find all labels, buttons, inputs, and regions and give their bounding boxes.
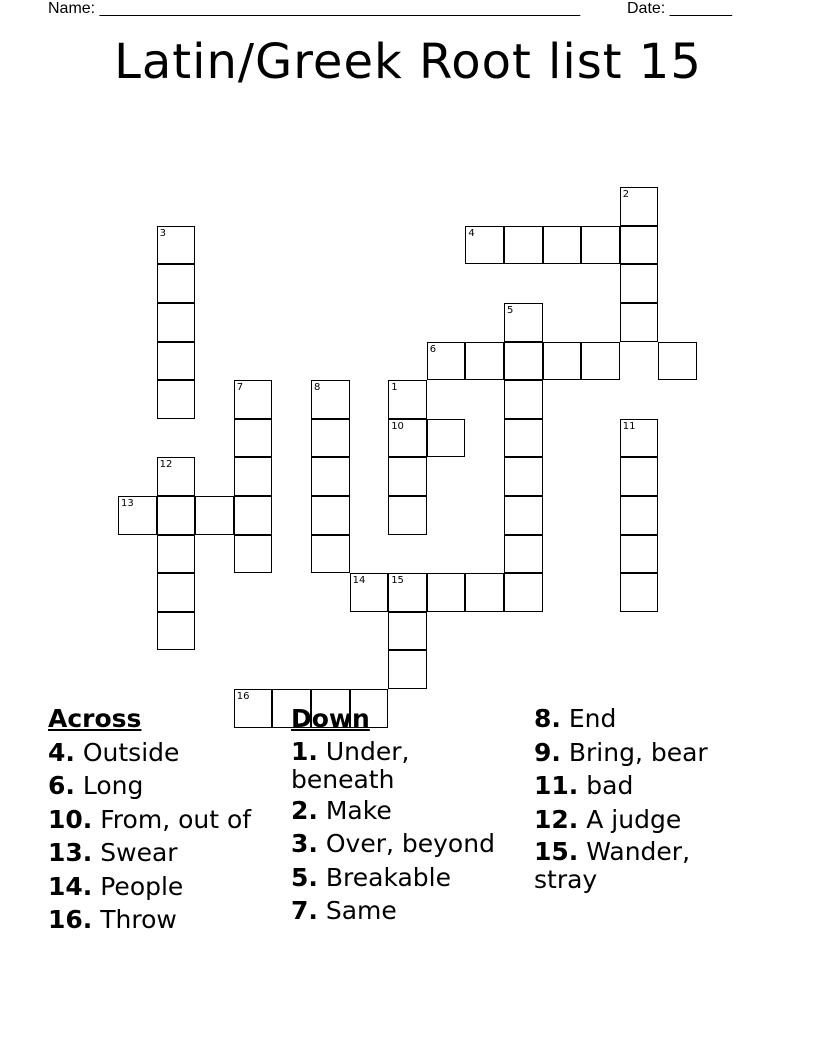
clue-down-15 (534, 838, 774, 894)
grid-cell[interactable] (504, 535, 543, 574)
clue-number: 15. (534, 837, 579, 866)
clue-down-1 (291, 738, 521, 794)
clue-text: People (100, 871, 184, 901)
clue-number: 8. (534, 704, 561, 733)
grid-cell[interactable] (620, 457, 659, 496)
clue-text: Make (325, 795, 392, 825)
clue-text: Breakable (325, 862, 451, 892)
grid-cell[interactable] (234, 496, 273, 535)
clue-text: Under, (325, 736, 410, 766)
clue-number: 5. (291, 862, 318, 892)
grid-cell[interactable] (234, 380, 273, 419)
clue-number: 13. (48, 838, 93, 867)
cell-number: 16 (236, 691, 250, 702)
clue-down-9 (534, 736, 774, 770)
clue-text: End (568, 704, 617, 733)
clue-text: Long (82, 771, 144, 800)
grid-cell[interactable] (620, 264, 659, 303)
grid-cell[interactable] (465, 573, 504, 612)
grid-cell[interactable] (311, 535, 350, 574)
cell-number: 2 (622, 189, 630, 201)
cell-number: 13 (121, 498, 134, 509)
clue-across-4 (48, 736, 251, 770)
across-clues (48, 702, 251, 937)
clue-number: 11. (534, 771, 579, 800)
clue-number: 14. (48, 871, 93, 901)
cell-number: 1 (391, 382, 398, 394)
clue-number: 10. (48, 804, 93, 834)
down-clues (291, 702, 521, 928)
clue-down-2 (291, 794, 521, 828)
grid-cell[interactable] (620, 226, 659, 265)
grid-cell[interactable] (157, 303, 196, 342)
clue-text: Swear (100, 838, 178, 867)
grid-cell[interactable] (157, 573, 196, 612)
grid-cell[interactable] (427, 573, 466, 612)
grid-cell[interactable] (157, 457, 196, 496)
grid-cell[interactable] (388, 457, 427, 496)
cell-number: 10 (391, 420, 404, 432)
clue-text: bad (586, 771, 634, 800)
grid-cell[interactable] (388, 612, 427, 651)
clue-number: 6. (48, 771, 75, 800)
grid-cell[interactable] (504, 496, 543, 535)
down-heading: Down (291, 704, 370, 733)
clue-text-continued: stray (534, 865, 598, 894)
name-field-label: Name: ______________________________________________________ (48, 0, 581, 17)
grid-cell[interactable] (427, 342, 466, 381)
grid-cell[interactable] (504, 226, 543, 265)
grid-cell[interactable] (581, 226, 620, 265)
cell-number: 6 (429, 343, 437, 355)
grid-cell[interactable] (658, 342, 697, 381)
clue-text: From, out of (100, 804, 252, 834)
grid-cell[interactable] (234, 535, 273, 574)
grid-cell[interactable] (388, 419, 427, 458)
clue-text: A judge (586, 804, 682, 834)
grid-cell[interactable] (620, 303, 659, 342)
clue-number: 12. (534, 804, 579, 834)
grid-cell[interactable] (350, 573, 389, 612)
grid-cell[interactable] (311, 457, 350, 496)
grid-cell[interactable] (581, 342, 620, 381)
grid-cell[interactable] (388, 573, 427, 612)
grid-cell[interactable] (504, 573, 543, 612)
clue-number: 4. (48, 737, 75, 767)
clue-number: 7. (291, 896, 318, 925)
grid-cell[interactable] (157, 264, 196, 303)
clue-down-12 (534, 803, 774, 837)
clue-text: Throw (100, 905, 177, 934)
cell-number: 8 (314, 382, 321, 394)
grid-cell[interactable] (157, 496, 196, 535)
date-field-label: Date: _______ (627, 0, 732, 17)
grid-cell[interactable] (427, 419, 466, 458)
grid-cell[interactable] (157, 380, 196, 419)
grid-cell[interactable] (311, 496, 350, 535)
cell-number: 4 (468, 227, 475, 239)
grid-cell[interactable] (620, 419, 659, 458)
grid-cell[interactable] (620, 573, 659, 612)
cell-number: 5 (507, 305, 514, 316)
clue-text: Bring, bear (568, 737, 708, 767)
clue-across-16 (48, 903, 251, 937)
clue-text: Same (325, 896, 397, 925)
grid-cell[interactable] (465, 342, 504, 381)
grid-cell[interactable] (157, 535, 196, 574)
grid-cell[interactable] (504, 380, 543, 419)
clue-across-6 (48, 769, 251, 803)
grid-cell[interactable] (620, 187, 659, 226)
grid-cell[interactable] (157, 612, 196, 651)
clue-across-14 (48, 870, 251, 904)
cell-number: 3 (159, 227, 166, 239)
clue-down-5 (291, 861, 521, 895)
grid-cell[interactable] (620, 496, 659, 535)
cell-number: 14 (352, 575, 366, 587)
grid-cell[interactable] (504, 457, 543, 496)
grid-cell[interactable] (157, 342, 196, 381)
grid-cell[interactable] (388, 650, 427, 689)
clue-across-10 (48, 803, 251, 837)
cell-number: 11 (622, 420, 636, 432)
clue-down-8 (534, 702, 774, 736)
clue-down-3 (291, 827, 521, 861)
clue-text: Over, beyond (325, 829, 495, 858)
grid-cell[interactable] (234, 419, 273, 458)
clue-number: 2. (291, 795, 318, 825)
clue-number: 3. (291, 829, 318, 858)
cell-number: 7 (236, 382, 244, 394)
grid-cell[interactable] (543, 226, 582, 265)
clue-number: 1. (291, 736, 318, 766)
clue-down-7 (291, 894, 521, 928)
grid-cell[interactable] (465, 226, 504, 265)
grid-cell[interactable] (195, 496, 234, 535)
grid-cell[interactable] (311, 419, 350, 458)
clue-text: Wander, (586, 837, 691, 866)
clue-down-11 (534, 769, 774, 803)
grid-cell[interactable] (543, 342, 582, 381)
grid-cell[interactable] (311, 380, 350, 419)
grid-cell[interactable] (504, 342, 543, 381)
clue-text-continued: beneath (291, 764, 395, 794)
grid-cell[interactable] (388, 380, 427, 419)
grid-cell[interactable] (118, 496, 157, 535)
clue-number: 16. (48, 905, 93, 934)
cell-number: 12 (159, 459, 173, 471)
grid-cell[interactable] (388, 496, 427, 535)
clue-across-13 (48, 836, 251, 870)
page-title: Latin/Greek Root list 15 (114, 34, 702, 90)
grid-cell[interactable] (234, 457, 273, 496)
grid-cell[interactable] (620, 535, 659, 574)
grid-cell[interactable] (157, 226, 196, 265)
cell-number: 15 (391, 575, 404, 587)
grid-cell[interactable] (504, 303, 543, 342)
clue-text: Outside (82, 737, 180, 767)
grid-cell[interactable] (504, 419, 543, 458)
clue-number: 9. (534, 737, 561, 767)
across-heading: Across (48, 704, 142, 733)
down-clues-continued (534, 702, 774, 894)
